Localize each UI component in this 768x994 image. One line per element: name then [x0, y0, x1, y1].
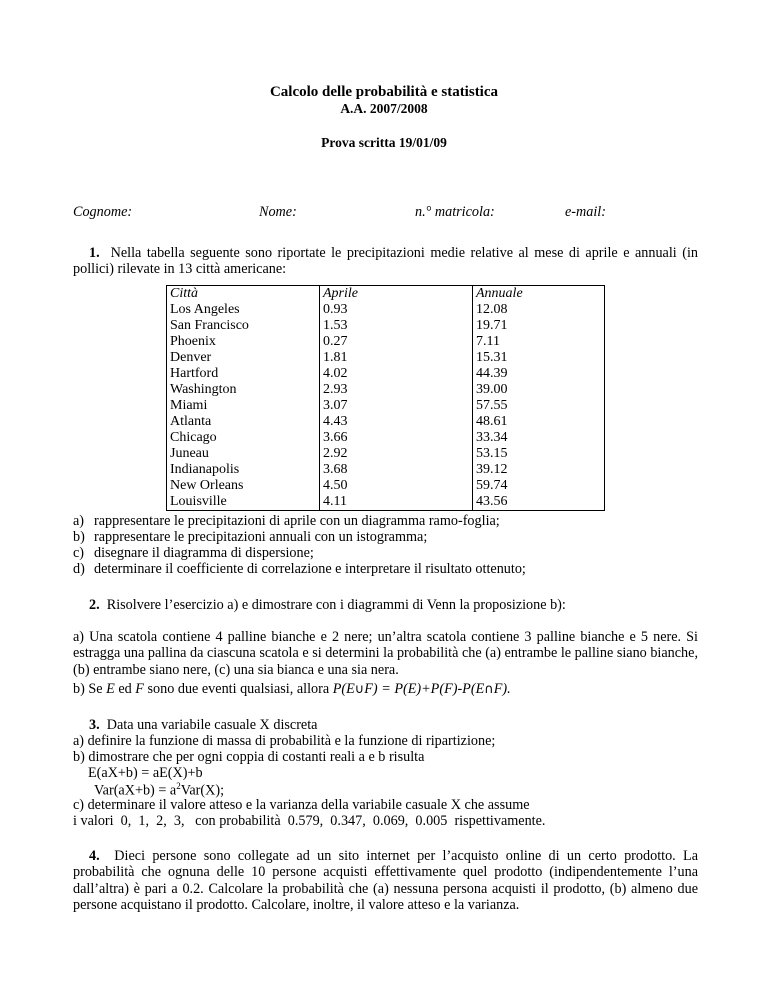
table-cell: 44.39 — [473, 366, 605, 382]
exercise-2-statement: Risolvere l’esercizio a) e dimostrare con i diagrammi di Venn la proposizione b): — [106, 597, 566, 613]
formula-part: P(E — [332, 681, 355, 697]
table-cell: 15.31 — [473, 350, 605, 366]
exercise-2b — [73, 681, 698, 698]
exercise-3c-values: i valori 0, 1, 2, 3, con probabilità 0.579, 0.347, 0.069, 0.005 rispettivamente. — [73, 813, 546, 829]
formula-part: F). — [493, 681, 511, 697]
table-row — [167, 446, 605, 462]
list-item — [73, 513, 698, 529]
table-cell: 3.68 — [320, 462, 473, 478]
item-text: disegnare il diagramma di dispersione; — [94, 545, 314, 561]
table-cell: Juneau — [167, 446, 320, 462]
exercise-3-text — [73, 717, 698, 733]
exercise-4-statement: Dieci persone sono collegate ad un sito internet per l’acquisto online di un certo prodotto. La probabilità che ognuna delle 10 persone acquisti effettivamente quel prodotto (indipendentemente l’una dall’altra) è pari a 0.2. Calcolare la probabilità che (a) nessuna persona acquisti il prodotto, (b) almeno due persone acquistano il prodotto. Calcolare, inoltre, il valore atteso e la varianza. — [73, 848, 698, 913]
exam-date: Prova scritta 19/01/09 — [321, 135, 447, 150]
table-header-row — [167, 286, 605, 303]
field-nome: Nome: — [259, 204, 297, 220]
table-cell: 0.27 — [320, 334, 473, 350]
table-header-cell: Città — [167, 286, 320, 303]
table-cell: Atlanta — [167, 414, 320, 430]
table-row — [167, 430, 605, 446]
table-cell: 1.53 — [320, 318, 473, 334]
table-row — [167, 494, 605, 511]
exercise-3-number: 3. — [89, 717, 100, 733]
table-cell: San Francisco — [167, 318, 320, 334]
formula-variance-left: Var(aX+b) = a — [94, 782, 177, 799]
page-title: Calcolo delle probabilità e statistica — [269, 84, 499, 100]
table-cell: 3.66 — [320, 430, 473, 446]
table-cell: 19.71 — [473, 318, 605, 334]
table-header-cell: Aprile — [320, 286, 473, 303]
exercise-3c: c) determinare il valore atteso e la varianza della variabile casuale X che assume — [73, 797, 530, 813]
table-cell: 53.15 — [473, 446, 605, 462]
formula-part: F) = P(E)+P(F)-P(E — [364, 681, 485, 697]
field-cognome: Cognome: — [73, 204, 133, 220]
field-matricola: n.° matricola: — [415, 204, 495, 220]
table-cell: Denver — [167, 350, 320, 366]
academic-year: A.A. 2007/2008 — [340, 101, 428, 116]
exercise-1-number: 1. — [89, 245, 100, 261]
exercise-2-text — [73, 597, 698, 613]
event-f: F — [135, 681, 144, 697]
table-cell: 4.50 — [320, 478, 473, 494]
event-e: E — [106, 681, 115, 697]
table-cell: 57.55 — [473, 398, 605, 414]
item-text: rappresentare le precipitazioni di aprile con un diagramma ramo-foglia; — [94, 513, 500, 529]
list-item — [73, 529, 698, 545]
table-cell: New Orleans — [167, 478, 320, 494]
table-cell: 7.11 — [473, 334, 605, 350]
exercise-2-number: 2. — [89, 597, 100, 613]
precipitation-table — [166, 285, 605, 511]
table-row — [167, 302, 605, 318]
table-cell: 12.08 — [473, 302, 605, 318]
table-cell: Miami — [167, 398, 320, 414]
table-cell: 4.43 — [320, 414, 473, 430]
table-cell: 39.00 — [473, 382, 605, 398]
table-row — [167, 414, 605, 430]
list-item — [73, 561, 698, 577]
table-row — [167, 382, 605, 398]
item-text: determinare il coefficiente di correlazione e interpretare il risultato ottenuto; — [94, 561, 526, 577]
table-cell: 59.74 — [473, 478, 605, 494]
table-cell: Los Angeles — [167, 302, 320, 318]
table-row — [167, 462, 605, 478]
table-row — [167, 366, 605, 382]
item-label: d) — [73, 561, 85, 577]
table-cell: 0.93 — [320, 302, 473, 318]
item-text: rappresentare le precipitazioni annuali con un istogramma; — [94, 529, 428, 545]
table-cell: 4.02 — [320, 366, 473, 382]
table-row — [167, 318, 605, 334]
table-cell: Louisville — [167, 494, 320, 511]
table-row — [167, 334, 605, 350]
table-header-cell: Annuale — [473, 286, 605, 303]
table-cell: 33.34 — [473, 430, 605, 446]
table-cell: 48.61 — [473, 414, 605, 430]
table-cell: 43.56 — [473, 494, 605, 511]
table-cell: 2.93 — [320, 382, 473, 398]
exponent: 2 — [176, 781, 181, 791]
list-item — [73, 545, 698, 561]
conjunction: ed — [118, 681, 132, 697]
table-cell: 1.81 — [320, 350, 473, 366]
table-row — [167, 478, 605, 494]
table-row — [167, 398, 605, 414]
exercise-2a: a) Una scatola contiene 4 palline bianche e 2 nere; un’altra scatola contiene 3 palline bianche e 5 nere. Si estragga una pallina da ciascuna scatola e si determini la probabilità che (a) entrambe le palline siano bianche, (b) entrambe siano nere, (c) una sia bianca e una sia nera. — [73, 629, 698, 678]
exercise-4-number: 4. — [89, 848, 100, 864]
exercise-3b: b) dimostrare che per ogni coppia di costanti reali a e b risulta — [73, 749, 425, 765]
formula-variance-right: Var(X); — [180, 782, 225, 799]
table-row — [167, 350, 605, 366]
exercise-3-intro: Data una variabile casuale X discreta — [106, 717, 318, 733]
exercise-2b-mid: sono due eventi qualsiasi, allora — [147, 681, 330, 697]
table-cell: Phoenix — [167, 334, 320, 350]
table-cell: 39.12 — [473, 462, 605, 478]
field-email: e-mail: — [565, 204, 606, 220]
table-cell: 4.11 — [320, 494, 473, 511]
item-label: a) — [73, 513, 85, 529]
table-cell: Indianapolis — [167, 462, 320, 478]
table-cell: 2.92 — [320, 446, 473, 462]
exercise-2b-prefix: b) Se — [73, 681, 103, 697]
exercise-1-statement: Nella tabella seguente sono riportate le precipitazioni medie relative al mese di aprile e annuali (in pollici) rilevate in 13 città americane: — [73, 245, 698, 278]
union-symbol: ∪ — [354, 682, 365, 697]
exercise-4-text — [73, 848, 698, 913]
exercise-1-text — [73, 245, 698, 278]
intersection-symbol: ∩ — [484, 682, 494, 697]
table-cell: 3.07 — [320, 398, 473, 414]
exercise-3a: a) definire la funzione di massa di probabilità e la funzione di ripartizione; — [73, 733, 496, 749]
table-cell: Hartford — [167, 366, 320, 382]
table-cell: Washington — [167, 382, 320, 398]
formula-expectation: E(aX+b) = aE(X)+b — [88, 765, 203, 781]
table-body — [167, 286, 605, 511]
table-cell: Chicago — [167, 430, 320, 446]
item-label: c) — [73, 545, 85, 561]
item-label: b) — [73, 529, 85, 545]
